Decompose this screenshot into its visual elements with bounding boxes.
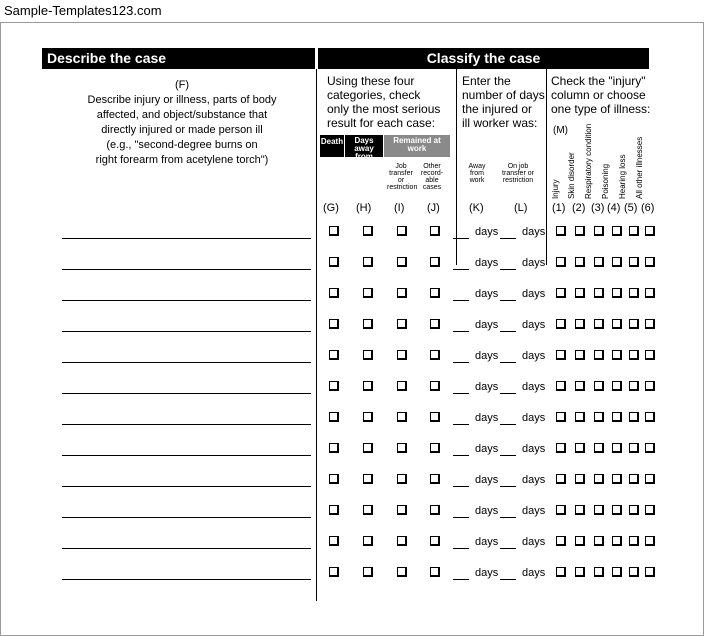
illness-checkbox[interactable] bbox=[575, 474, 585, 484]
describe-case-input-line[interactable] bbox=[62, 486, 311, 487]
illness-label-respiratory: Respiratory condition bbox=[584, 123, 593, 199]
days-label: days bbox=[522, 412, 546, 424]
illness-checkbox[interactable] bbox=[629, 381, 639, 391]
days-label: days bbox=[522, 319, 546, 331]
days-transfer-input[interactable] bbox=[500, 579, 516, 580]
illness-checkbox[interactable] bbox=[594, 536, 604, 546]
illness-checkbox[interactable] bbox=[556, 319, 566, 329]
result-checkbox[interactable] bbox=[363, 381, 373, 391]
illness-checkbox[interactable] bbox=[556, 257, 566, 267]
illness-label-skin: Skin disorder bbox=[567, 152, 576, 199]
illness-checkbox[interactable] bbox=[556, 350, 566, 360]
instr-line: result for each case: bbox=[327, 116, 436, 130]
result-checkbox[interactable] bbox=[329, 288, 339, 298]
illness-checkbox[interactable] bbox=[645, 319, 655, 329]
result-checkbox[interactable] bbox=[363, 474, 373, 484]
days-label: days bbox=[522, 288, 546, 300]
result-checkbox[interactable] bbox=[397, 412, 407, 422]
illness-checkbox[interactable] bbox=[629, 474, 639, 484]
illness-checkbox[interactable] bbox=[645, 288, 655, 298]
result-checkbox[interactable] bbox=[397, 288, 407, 298]
result-checkbox[interactable] bbox=[430, 567, 440, 577]
illness-checkbox[interactable] bbox=[556, 288, 566, 298]
illness-checkbox[interactable] bbox=[594, 257, 604, 267]
illness-checkbox[interactable] bbox=[575, 567, 585, 577]
illness-checkbox[interactable] bbox=[629, 536, 639, 546]
divider-describe bbox=[316, 69, 317, 601]
instr-line: Check the "injury" bbox=[551, 74, 646, 88]
days-label: days bbox=[475, 226, 499, 238]
result-checkbox[interactable] bbox=[397, 567, 407, 577]
result-checkbox[interactable] bbox=[397, 443, 407, 453]
col-code-5: (5) bbox=[624, 202, 638, 214]
result-checkbox[interactable] bbox=[363, 412, 373, 422]
result-checkbox[interactable] bbox=[430, 536, 440, 546]
result-checkbox[interactable] bbox=[430, 350, 440, 360]
days-label: days bbox=[475, 536, 499, 548]
days-label: days bbox=[475, 567, 499, 579]
days-label: days bbox=[522, 567, 546, 579]
illness-checkbox[interactable] bbox=[645, 567, 655, 577]
col-code-2: (2) bbox=[572, 202, 586, 214]
illness-checkbox[interactable] bbox=[575, 505, 585, 515]
result-checkbox[interactable] bbox=[397, 350, 407, 360]
col-code-6: (6) bbox=[641, 202, 655, 214]
days-away-input[interactable] bbox=[453, 548, 469, 549]
days-away-input[interactable] bbox=[453, 362, 469, 363]
result-checkbox[interactable] bbox=[329, 536, 339, 546]
result-checkbox[interactable] bbox=[363, 288, 373, 298]
illness-checkbox[interactable] bbox=[556, 505, 566, 515]
col-code-h: (H) bbox=[356, 202, 372, 214]
describe-case-input-line[interactable] bbox=[62, 424, 311, 425]
days-away-input[interactable] bbox=[453, 517, 469, 518]
illness-checkbox[interactable] bbox=[575, 350, 585, 360]
illness-checkbox[interactable] bbox=[594, 412, 604, 422]
watermark: Sample-Templates123.com bbox=[4, 3, 162, 18]
categories-instructions bbox=[327, 74, 455, 130]
result-checkbox[interactable] bbox=[329, 412, 339, 422]
instr-line: only the most serious bbox=[327, 102, 441, 116]
illness-checkbox[interactable] bbox=[612, 412, 622, 422]
illness-checkbox[interactable] bbox=[612, 319, 622, 329]
result-checkbox[interactable] bbox=[329, 567, 339, 577]
result-checkbox[interactable] bbox=[397, 505, 407, 515]
days-transfer-input[interactable] bbox=[500, 486, 516, 487]
days-transfer-input[interactable] bbox=[500, 362, 516, 363]
illness-checkbox[interactable] bbox=[575, 412, 585, 422]
describe-line: affected, and object/substance that bbox=[96, 109, 268, 121]
illness-checkbox[interactable] bbox=[629, 412, 639, 422]
result-checkbox[interactable] bbox=[329, 381, 339, 391]
describe-line: right forearm from acetylene torch") bbox=[95, 154, 269, 166]
days-away-input[interactable] bbox=[453, 269, 469, 270]
illness-label-other: All other illnesses bbox=[635, 136, 644, 199]
days-label: days bbox=[522, 536, 546, 548]
result-checkbox[interactable] bbox=[430, 443, 440, 453]
days-label: days bbox=[475, 381, 499, 393]
days-label: days bbox=[475, 350, 499, 362]
illness-checkbox[interactable] bbox=[594, 567, 604, 577]
days-transfer-input[interactable] bbox=[500, 269, 516, 270]
illness-checkbox[interactable] bbox=[645, 381, 655, 391]
illness-checkbox[interactable] bbox=[612, 474, 622, 484]
classify-case-header: Classify the case bbox=[318, 48, 649, 69]
result-checkbox[interactable] bbox=[397, 381, 407, 391]
days-label: days bbox=[522, 350, 546, 362]
divider-categories bbox=[456, 69, 457, 265]
instr-line: Enter the bbox=[462, 74, 511, 88]
days-transfer-input[interactable] bbox=[500, 331, 516, 332]
illness-checkbox[interactable] bbox=[629, 319, 639, 329]
days-label: days bbox=[475, 319, 499, 331]
days-transfer-input[interactable] bbox=[500, 548, 516, 549]
illness-checkbox[interactable] bbox=[594, 288, 604, 298]
illness-checkbox[interactable] bbox=[612, 443, 622, 453]
illness-checkbox[interactable] bbox=[645, 226, 655, 236]
result-checkbox[interactable] bbox=[329, 257, 339, 267]
illness-checkbox[interactable] bbox=[629, 443, 639, 453]
illness-checkbox[interactable] bbox=[594, 474, 604, 484]
days-label: days bbox=[475, 257, 499, 269]
other-recordable-label: Other record-able cases bbox=[420, 163, 444, 191]
result-checkbox[interactable] bbox=[430, 288, 440, 298]
days-transfer-input[interactable] bbox=[500, 393, 516, 394]
days-away-input[interactable] bbox=[453, 455, 469, 456]
job-transfer-label: Job transfer or restriction bbox=[387, 163, 418, 191]
illness-checkbox[interactable] bbox=[629, 350, 639, 360]
illness-checkbox[interactable] bbox=[645, 257, 655, 267]
col-code-g: (G) bbox=[323, 202, 339, 214]
days-label: days bbox=[475, 443, 499, 455]
result-checkbox[interactable] bbox=[430, 505, 440, 515]
illness-checkbox[interactable] bbox=[612, 350, 622, 360]
result-checkbox[interactable] bbox=[430, 412, 440, 422]
illness-checkbox[interactable] bbox=[556, 536, 566, 546]
result-checkbox[interactable] bbox=[363, 505, 373, 515]
illness-checkbox[interactable] bbox=[556, 381, 566, 391]
describe-code: (F) bbox=[174, 79, 190, 91]
on-job-transfer-label: On job transfer or restriction bbox=[502, 163, 534, 184]
illness-checkbox[interactable] bbox=[612, 257, 622, 267]
illness-checkbox[interactable] bbox=[612, 288, 622, 298]
illness-checkbox[interactable] bbox=[612, 226, 622, 236]
days-label: days bbox=[475, 288, 499, 300]
col-code-l: (L) bbox=[514, 202, 528, 214]
illness-checkbox[interactable] bbox=[594, 226, 604, 236]
col-code-k: (K) bbox=[469, 202, 484, 214]
result-checkbox[interactable] bbox=[397, 319, 407, 329]
illness-checkbox[interactable] bbox=[629, 257, 639, 267]
days-transfer-input[interactable] bbox=[500, 424, 516, 425]
describe-case-input-line[interactable] bbox=[62, 455, 311, 456]
away-from-work-label: Away from work bbox=[468, 163, 486, 184]
days-away-input[interactable] bbox=[453, 393, 469, 394]
days-away-input[interactable] bbox=[453, 238, 469, 239]
illness-checkbox[interactable] bbox=[645, 505, 655, 515]
result-checkbox[interactable] bbox=[363, 567, 373, 577]
result-checkbox[interactable] bbox=[363, 319, 373, 329]
illness-checkbox[interactable] bbox=[645, 350, 655, 360]
days-transfer-input[interactable] bbox=[500, 238, 516, 239]
result-checkbox[interactable] bbox=[397, 474, 407, 484]
describe-instructions bbox=[62, 78, 302, 168]
days-transfer-input[interactable] bbox=[500, 517, 516, 518]
illness-checkbox[interactable] bbox=[575, 319, 585, 329]
col-code-4: (4) bbox=[607, 202, 621, 214]
days-away-box: Days away from work bbox=[345, 135, 383, 157]
illness-checkbox[interactable] bbox=[556, 443, 566, 453]
illness-checkbox[interactable] bbox=[575, 381, 585, 391]
describe-line: (e.g., "second-degree burns on bbox=[106, 139, 258, 151]
describe-case-input-line[interactable] bbox=[62, 300, 311, 301]
illness-checkbox[interactable] bbox=[629, 226, 639, 236]
result-checkbox[interactable] bbox=[430, 381, 440, 391]
days-label: days bbox=[522, 505, 546, 517]
result-checkbox[interactable] bbox=[430, 474, 440, 484]
describe-case-input-line[interactable] bbox=[62, 548, 311, 549]
result-checkbox[interactable] bbox=[363, 257, 373, 267]
result-checkbox[interactable] bbox=[397, 257, 407, 267]
illness-checkbox[interactable] bbox=[556, 226, 566, 236]
days-away-input[interactable] bbox=[453, 300, 469, 301]
illness-checkbox[interactable] bbox=[629, 567, 639, 577]
describe-case-input-line[interactable] bbox=[62, 238, 311, 239]
m-code: (M) bbox=[553, 125, 568, 136]
result-checkbox[interactable] bbox=[363, 536, 373, 546]
describe-case-input-line[interactable] bbox=[62, 331, 311, 332]
illness-checkbox[interactable] bbox=[612, 505, 622, 515]
result-checkbox[interactable] bbox=[363, 443, 373, 453]
illness-checkbox[interactable] bbox=[612, 381, 622, 391]
days-transfer-input[interactable] bbox=[500, 455, 516, 456]
days-label: days bbox=[522, 443, 546, 455]
illness-checkbox[interactable] bbox=[629, 288, 639, 298]
illness-checkbox[interactable] bbox=[575, 288, 585, 298]
col-code-1: (1) bbox=[552, 202, 566, 214]
describe-case-input-line[interactable] bbox=[62, 362, 311, 363]
illness-checkbox[interactable] bbox=[645, 412, 655, 422]
instr-line: number of days bbox=[462, 88, 545, 102]
illness-checkbox[interactable] bbox=[612, 567, 622, 577]
result-checkbox[interactable] bbox=[363, 226, 373, 236]
result-checkbox[interactable] bbox=[397, 226, 407, 236]
divider-days bbox=[546, 69, 547, 265]
result-checkbox[interactable] bbox=[430, 257, 440, 267]
days-away-input[interactable] bbox=[453, 486, 469, 487]
illness-instructions bbox=[551, 74, 651, 116]
days-label: days bbox=[522, 226, 546, 238]
result-checkbox[interactable] bbox=[329, 350, 339, 360]
instr-line: Using these four bbox=[327, 74, 415, 88]
describe-case-input-line[interactable] bbox=[62, 579, 311, 580]
describe-case-input-line[interactable] bbox=[62, 269, 311, 270]
col-code-j: (J) bbox=[427, 202, 440, 214]
result-checkbox[interactable] bbox=[397, 536, 407, 546]
instr-line: ill worker was: bbox=[462, 116, 538, 130]
illness-label-injury: Injury bbox=[551, 179, 560, 199]
illness-checkbox[interactable] bbox=[575, 443, 585, 453]
days-instructions bbox=[462, 74, 546, 130]
days-away-input[interactable] bbox=[453, 424, 469, 425]
describe-case-header: Describe the case bbox=[42, 48, 315, 69]
illness-checkbox[interactable] bbox=[594, 350, 604, 360]
illness-checkbox[interactable] bbox=[645, 443, 655, 453]
days-label: days bbox=[522, 474, 546, 486]
result-checkbox[interactable] bbox=[329, 443, 339, 453]
illness-checkbox[interactable] bbox=[594, 381, 604, 391]
col-code-3: (3) bbox=[591, 202, 605, 214]
describe-case-input-line[interactable] bbox=[62, 393, 311, 394]
illness-checkbox[interactable] bbox=[594, 505, 604, 515]
illness-checkbox[interactable] bbox=[556, 412, 566, 422]
days-label: days bbox=[475, 474, 499, 486]
remained-at-work-box: Remained at work bbox=[384, 135, 450, 157]
describe-line: directly injured or made person ill bbox=[101, 124, 263, 136]
illness-label-poisoning: Poisoning bbox=[601, 163, 610, 199]
illness-checkbox[interactable] bbox=[594, 443, 604, 453]
illness-checkbox[interactable] bbox=[556, 474, 566, 484]
result-checkbox[interactable] bbox=[430, 319, 440, 329]
instr-line: column or choose bbox=[551, 88, 646, 102]
illness-checkbox[interactable] bbox=[612, 536, 622, 546]
days-label: days bbox=[475, 505, 499, 517]
result-checkbox[interactable] bbox=[363, 350, 373, 360]
illness-checkbox[interactable] bbox=[556, 567, 566, 577]
days-away-input[interactable] bbox=[453, 331, 469, 332]
result-checkbox[interactable] bbox=[430, 226, 440, 236]
result-checkbox[interactable] bbox=[329, 319, 339, 329]
instr-line: categories, check bbox=[327, 88, 421, 102]
col-code-i: (I) bbox=[394, 202, 405, 214]
days-label: days bbox=[522, 257, 546, 269]
illness-label-hearing: Hearing loss bbox=[618, 154, 627, 199]
instr-line: one type of illness: bbox=[551, 102, 651, 116]
result-checkbox[interactable] bbox=[329, 226, 339, 236]
instr-line: the injured or bbox=[462, 102, 533, 116]
describe-case-input-line[interactable] bbox=[62, 517, 311, 518]
days-away-input[interactable] bbox=[453, 579, 469, 580]
days-label: days bbox=[475, 412, 499, 424]
illness-checkbox[interactable] bbox=[594, 319, 604, 329]
death-box: Death bbox=[320, 135, 344, 157]
describe-line: Describe injury or illness, parts of body bbox=[87, 94, 277, 106]
illness-checkbox[interactable] bbox=[629, 505, 639, 515]
result-checkbox[interactable] bbox=[329, 474, 339, 484]
illness-checkbox[interactable] bbox=[575, 536, 585, 546]
illness-checkbox[interactable] bbox=[575, 226, 585, 236]
days-transfer-input[interactable] bbox=[500, 300, 516, 301]
illness-checkbox[interactable] bbox=[645, 536, 655, 546]
illness-checkbox[interactable] bbox=[575, 257, 585, 267]
illness-checkbox[interactable] bbox=[645, 474, 655, 484]
result-checkbox[interactable] bbox=[329, 505, 339, 515]
days-label: days bbox=[522, 381, 546, 393]
